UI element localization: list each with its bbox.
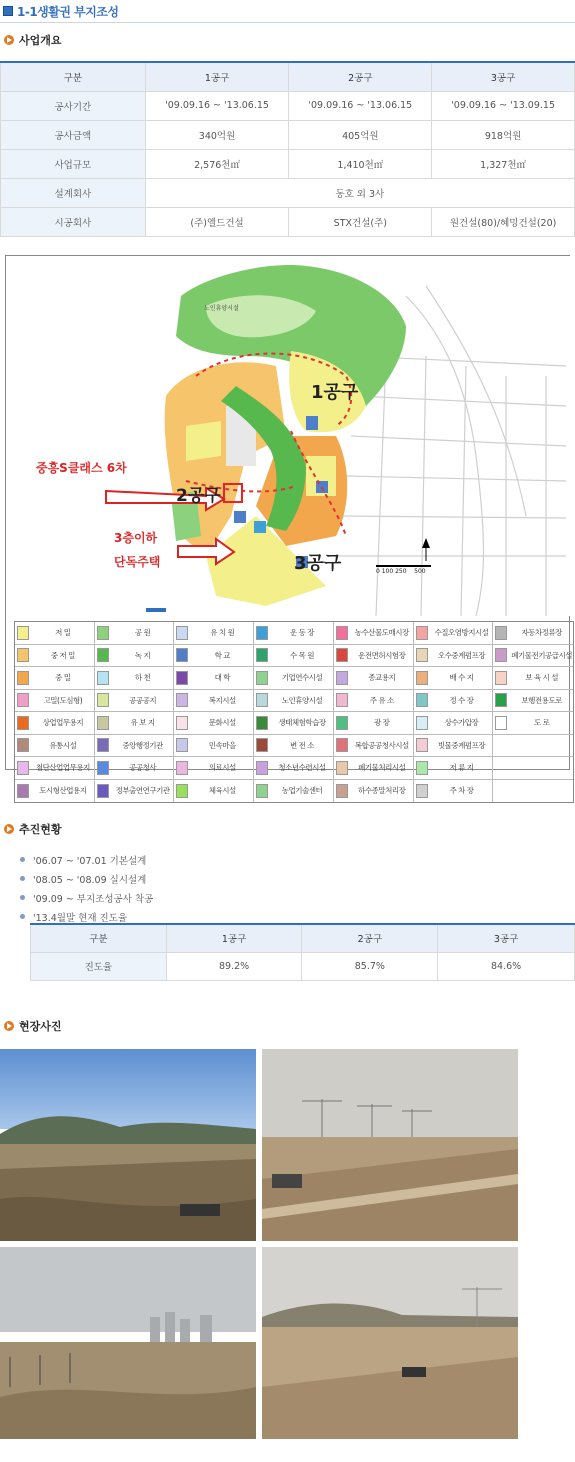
legend-swatch [495, 693, 507, 707]
legend-swatch [17, 693, 29, 707]
legend-swatch [416, 716, 428, 730]
table-cell: 340억원 [145, 120, 289, 149]
legend-swatch [495, 671, 507, 685]
legend-label: 공 원 [134, 628, 151, 638]
legend-swatch [97, 761, 109, 775]
site-photo-3 [0, 1247, 256, 1439]
legend-item [174, 622, 254, 644]
legend-label: 고밀(도심형) [43, 695, 83, 705]
legend-label: 변 전 소 [290, 740, 315, 750]
legend-label: 주 유 소 [369, 695, 394, 705]
table-row [1, 149, 575, 178]
table-cell: 1,327천㎡ [432, 149, 575, 178]
list-item: '09.09 ~ 부지조성공사 착공 [20, 888, 153, 907]
legend-swatch [256, 784, 268, 798]
legend-label: 복지시설 [208, 695, 236, 705]
legend-label: 상수가압장 [444, 718, 479, 728]
legend-swatch [97, 716, 109, 730]
legend-swatch [256, 761, 268, 775]
table-row [1, 207, 575, 236]
legend-label: 노인휴양시설 [281, 695, 323, 705]
legend-swatch [336, 671, 348, 685]
legend-swatch [97, 784, 109, 798]
legend-row [15, 690, 573, 713]
table-cell: '09.09.16 ~ '13.06.15 [145, 91, 289, 120]
table-cell: 405억원 [289, 120, 432, 149]
table-cell: '09.09.16 ~ '13.06.15 [289, 91, 432, 120]
table-cell: 원건설(80)/혜밍건설(20) [432, 207, 575, 236]
map-annotation-2a: 3층이하 [114, 531, 158, 545]
header-cell: 구분 [1, 62, 146, 91]
legend-row [15, 780, 573, 803]
legend-swatch [97, 648, 109, 662]
legend-swatch [256, 648, 268, 662]
legend-item [174, 645, 254, 667]
legend-swatch [495, 648, 507, 662]
legend-label: 청소년수련시설 [278, 763, 326, 773]
legend-item [254, 712, 334, 734]
legend-swatch [97, 626, 109, 640]
legend-swatch [416, 761, 428, 775]
site-plan-map [5, 255, 573, 796]
title-square-icon [3, 6, 13, 16]
row-label: 공사금액 [1, 120, 146, 149]
legend-item [334, 690, 414, 712]
legend-item [174, 735, 254, 757]
map-scale-label: 0 100 250 500 [376, 568, 426, 575]
legend-swatch [416, 784, 428, 798]
legend-swatch [256, 671, 268, 685]
legend-label: 하수종말처리장 [358, 786, 406, 796]
table-cell: 2,576천㎡ [145, 149, 289, 178]
section-title-overview [4, 31, 62, 49]
legend-label: 녹 지 [134, 650, 151, 660]
legend-label: 수 목 원 [290, 650, 315, 660]
legend-swatch [336, 648, 348, 662]
legend-item [493, 757, 573, 779]
table-row [1, 178, 575, 207]
legend-label: 유 보 지 [130, 718, 155, 728]
list-item: '06.07 ~ '07.01 기본설계 [20, 850, 153, 869]
table-row [1, 120, 575, 149]
legend-row [15, 645, 573, 668]
page-title [0, 0, 575, 22]
table-row [31, 952, 575, 980]
site-photo-1 [0, 1049, 256, 1241]
progress-list [20, 850, 153, 926]
legend-item [414, 667, 494, 689]
legend-item [493, 622, 573, 644]
table-cell-merged: 동호 외 3사 [145, 178, 574, 207]
header-cell: 3공구 [438, 924, 575, 952]
legend-label: 농수산물도매시장 [354, 628, 409, 638]
legend-swatch [336, 738, 348, 752]
table-cell: 85.7% [302, 952, 438, 980]
legend-row [15, 712, 573, 735]
header-cell: 1공구 [166, 924, 302, 952]
legend-label: 정부출연연구기관 [115, 786, 170, 796]
legend-item [95, 757, 175, 779]
legend-swatch [256, 716, 268, 730]
map-legend [14, 621, 574, 803]
legend-label: 저 류 지 [449, 763, 474, 773]
legend-swatch [416, 671, 428, 685]
legend-label: 민속마을 [208, 740, 236, 750]
page-title-text: 1-1생활권 부지조성 [17, 4, 119, 19]
legend-label: 중앙행정기관 [122, 740, 163, 750]
legend-swatch [176, 716, 188, 730]
legend-swatch [336, 716, 348, 730]
legend-swatch [495, 626, 507, 640]
legend-swatch [97, 693, 109, 707]
legend-label: 공공청사 [129, 763, 157, 773]
legend-item [414, 757, 494, 779]
legend-item [15, 735, 95, 757]
legend-row [15, 735, 573, 758]
legend-item [174, 667, 254, 689]
legend-row [15, 757, 573, 780]
legend-label: 체육시설 [208, 786, 236, 796]
legend-item [493, 690, 573, 712]
table-cell: 84.6% [438, 952, 575, 980]
overview-table [0, 61, 575, 237]
header-cell: 2공구 [289, 62, 432, 91]
section-bullet-icon [4, 824, 14, 834]
legend-label: 공공공지 [129, 695, 157, 705]
section-title-text: 사업개요 [19, 34, 62, 47]
legend-label: 의료시설 [208, 763, 236, 773]
legend-label: 수질오염방지시설 [434, 628, 489, 638]
legend-label: 운전면허시험장 [358, 650, 406, 660]
legend-item [95, 735, 175, 757]
table-cell: (주)엘드건설 [145, 207, 289, 236]
section-title-text: 현장사진 [19, 1020, 62, 1033]
legend-label: 종교용지 [368, 673, 396, 683]
legend-label: 유통시설 [49, 740, 77, 750]
site-photo-2 [262, 1049, 518, 1241]
legend-swatch [336, 784, 348, 798]
legend-label: 중 밀 [55, 673, 71, 683]
legend-label: 상업업무용지 [42, 718, 84, 728]
legend-item [414, 712, 494, 734]
legend-swatch [17, 738, 29, 752]
legend-row [15, 667, 573, 690]
map-label-zone2: 2공구 [176, 486, 221, 506]
legend-item [493, 667, 573, 689]
row-label: 사업규모 [1, 149, 146, 178]
legend-item [95, 622, 175, 644]
legend-item [95, 712, 175, 734]
legend-label: 생태체험학습장 [278, 718, 326, 728]
legend-item [15, 645, 95, 667]
legend-label: 학 교 [214, 650, 230, 660]
legend-swatch [97, 738, 109, 752]
legend-item [15, 690, 95, 712]
table-cell: '09.09.16 ~ '13.09.15 [432, 91, 575, 120]
legend-item [254, 735, 334, 757]
legend-item [15, 780, 95, 803]
legend-item [95, 645, 175, 667]
legend-swatch [256, 738, 268, 752]
legend-item [334, 622, 414, 644]
legend-item [254, 690, 334, 712]
legend-swatch [176, 761, 188, 775]
section-title-progress [4, 820, 62, 838]
legend-label: 복합공공청사시설 [354, 740, 409, 750]
section-title-photos [4, 1017, 62, 1035]
site-photo-4 [262, 1247, 518, 1439]
legend-swatch [17, 626, 29, 640]
legend-label: 유 치 원 [210, 628, 235, 638]
legend-item [95, 667, 175, 689]
legend-swatch [17, 671, 29, 685]
legend-swatch [17, 761, 29, 775]
legend-item [414, 622, 494, 644]
row-label: 설계회사 [1, 178, 146, 207]
legend-label: 도 로 [533, 718, 550, 728]
legend-item [493, 735, 573, 757]
map-annotation-2b: 단독주택 [114, 555, 161, 569]
legend-label: 보행전용도로 [521, 695, 562, 705]
legend-label: 농업기술센터 [281, 786, 323, 796]
header-cell: 1공구 [145, 62, 289, 91]
row-label: 진도율 [31, 952, 167, 980]
legend-label: 하 천 [134, 673, 151, 683]
legend-item [414, 780, 494, 803]
legend-label: 배 수 지 [449, 673, 474, 683]
legend-swatch [495, 716, 507, 730]
site-plan-image [6, 256, 571, 616]
legend-swatch [97, 671, 109, 685]
legend-item [414, 645, 494, 667]
legend-swatch [256, 626, 268, 640]
legend-swatch [336, 626, 348, 640]
row-label: 공사기간 [1, 91, 146, 120]
table-cell: 1,410천㎡ [289, 149, 432, 178]
legend-swatch [416, 738, 428, 752]
legend-item [334, 667, 414, 689]
legend-label: 운 동 장 [290, 628, 315, 638]
legend-label: 저 밀 [55, 628, 71, 638]
row-label: 시공회사 [1, 207, 146, 236]
legend-swatch [17, 648, 29, 662]
legend-row [15, 622, 573, 645]
map-label-park: 노인휴양시설 [204, 305, 239, 312]
legend-item [414, 690, 494, 712]
table-header-row [1, 62, 575, 91]
legend-swatch [176, 648, 188, 662]
legend-label: 폐기물처리시설 [358, 763, 406, 773]
legend-item [493, 645, 573, 667]
section-bullet-icon [4, 35, 14, 45]
legend-swatch [336, 693, 348, 707]
legend-label: 중 저 밀 [50, 650, 75, 660]
legend-item [493, 712, 573, 734]
legend-item [334, 735, 414, 757]
legend-item [174, 757, 254, 779]
legend-item [334, 757, 414, 779]
section-title-text: 추진현황 [19, 823, 62, 836]
legend-item [15, 667, 95, 689]
legend-item [493, 780, 573, 803]
legend-label: 폐기물전기공급시설 [511, 650, 573, 660]
table-row [1, 91, 575, 120]
table-cell: 918억원 [432, 120, 575, 149]
legend-swatch [336, 761, 348, 775]
table-cell: STX건설(주) [289, 207, 432, 236]
legend-item [254, 667, 334, 689]
legend-item [174, 712, 254, 734]
legend-swatch [17, 784, 29, 798]
legend-label: 광 장 [374, 718, 390, 728]
legend-item [254, 780, 334, 803]
legend-swatch [176, 693, 188, 707]
legend-swatch [416, 693, 428, 707]
list-item: '13.4월말 현재 진도율 [20, 907, 153, 926]
legend-item [15, 757, 95, 779]
legend-label: 첨단산업업무용지 [35, 763, 90, 773]
legend-swatch [416, 648, 428, 662]
legend-label: 주 차 장 [449, 786, 474, 796]
legend-label: 대 학 [214, 673, 230, 683]
legend-swatch [256, 693, 268, 707]
legend-item [334, 645, 414, 667]
legend-label: 자동차정류장 [521, 628, 562, 638]
table-header-row [31, 924, 575, 952]
map-annotation-1: 중흥S클래스 6차 [36, 461, 127, 475]
legend-item [254, 757, 334, 779]
header-cell: 2공구 [302, 924, 438, 952]
legend-item [15, 622, 95, 644]
legend-label: 빗물중계펌프장 [437, 740, 486, 750]
legend-label: 오수중계펌프장 [437, 650, 486, 660]
legend-label: 문화시설 [208, 718, 236, 728]
list-item: '08.05 ~ '08.09 실시설계 [20, 869, 153, 888]
title-divider [0, 22, 575, 23]
legend-item [15, 712, 95, 734]
section-bullet-icon [4, 1021, 14, 1031]
legend-item [254, 622, 334, 644]
map-label-zone1: 1공구 [311, 382, 359, 403]
legend-swatch [176, 626, 188, 640]
legend-swatch [416, 626, 428, 640]
legend-label: 기업연수시설 [281, 673, 323, 683]
header-cell: 3공구 [432, 62, 575, 91]
legend-swatch [17, 716, 29, 730]
progress-table [30, 923, 575, 981]
legend-item [95, 780, 175, 803]
legend-item [414, 735, 494, 757]
map-label-zone3: 3공구 [294, 553, 342, 574]
header-cell: 구분 [31, 924, 167, 952]
legend-item [254, 645, 334, 667]
table-cell: 89.2% [166, 952, 302, 980]
legend-item [334, 780, 414, 803]
legend-label: 도시형산업용지 [39, 786, 87, 796]
legend-swatch [176, 671, 188, 685]
legend-item [334, 712, 414, 734]
legend-label: 보 육 시 설 [525, 673, 558, 683]
legend-swatch [176, 784, 188, 798]
legend-label: 정 수 장 [449, 695, 474, 705]
legend-item [174, 780, 254, 803]
legend-item [174, 690, 254, 712]
legend-swatch [176, 738, 188, 752]
legend-item [95, 690, 175, 712]
